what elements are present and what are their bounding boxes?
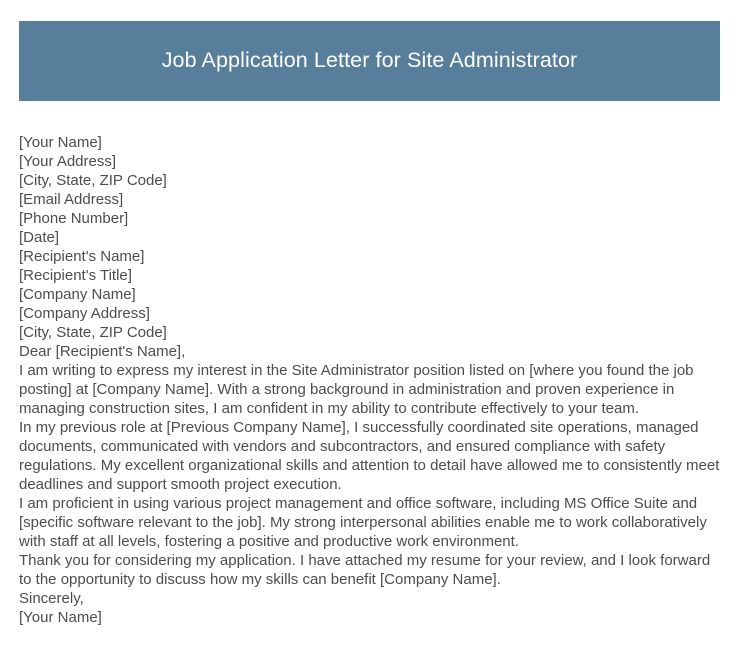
- recipient-name-line: [Recipient's Name]: [19, 248, 145, 265]
- date-line: [Date]: [19, 229, 60, 246]
- page-title: Job Application Letter for Site Administrator: [161, 48, 578, 73]
- sender-address-line: [Your Address]: [19, 153, 117, 170]
- sender-email-line: [Email Address]: [19, 191, 124, 208]
- closing-line: Sincerely,: [19, 590, 84, 607]
- body-paragraph-1: I am writing to express my interest in the Site Administrator position listed on [where you found the job posting] at [Company Name]. With a strong background in administration and proven experience in managing construction sites, I am confident in my ability to contribute effectively to your team.: [19, 362, 694, 417]
- recipient-city-line: [City, State, ZIP Code]: [19, 324, 167, 341]
- recipient-address-line: [Company Address]: [19, 305, 150, 322]
- body-paragraph-3: I am proficient in using various project management and office software, including MS Office Suite and [specific software relevant to the job]. My strong interpersonal abilities enable me to work collaboratively with staff at all levels, fostering a positive and productive work environment.: [19, 495, 707, 550]
- salutation: Dear [Recipient's Name],: [19, 343, 186, 360]
- body-paragraph-2: In my previous role at [Previous Company Name], I successfully coordinated site operations, managed documents, communicated with vendors and subcontractors, and ensured compliance with safety regulations. My excellent organizational skills and attention to detail have allowed me to consistently meet deadlines and support smooth project execution.: [19, 419, 720, 493]
- sender-phone-line: [Phone Number]: [19, 210, 129, 227]
- signature-name: [Your Name]: [19, 609, 102, 626]
- recipient-title-line: [Recipient's Title]: [19, 267, 132, 284]
- letter-body: [19, 133, 723, 627]
- document-header-banner: [19, 21, 720, 101]
- recipient-company-line: [Company Name]: [19, 286, 136, 303]
- body-paragraph-4: Thank you for considering my application. I have attached my resume for your review, and I look forward to the opportunity to discuss how my skills can benefit [Company Name].: [19, 552, 711, 588]
- sender-city-line: [City, State, ZIP Code]: [19, 172, 167, 189]
- sender-name-line: [Your Name]: [19, 134, 102, 151]
